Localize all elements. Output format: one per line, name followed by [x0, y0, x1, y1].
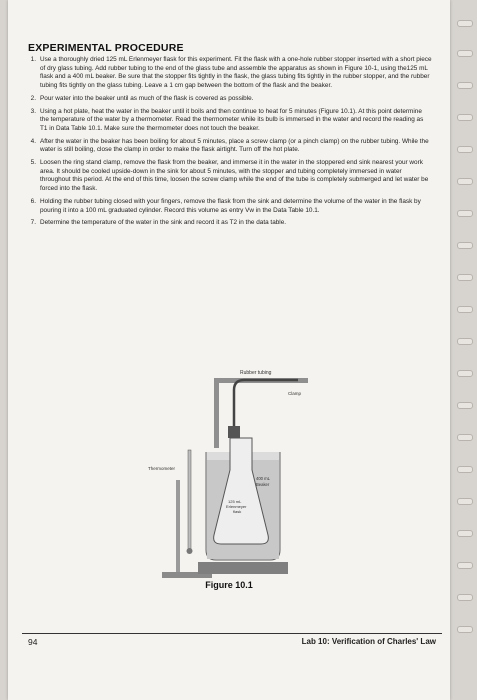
- section-heading: EXPERIMENTAL PROCEDURE: [28, 42, 184, 54]
- footer-title: Lab 10: Verification of Charles' Law: [301, 637, 436, 646]
- procedure-step: [22, 198, 432, 215]
- hot-plate-icon: [198, 562, 288, 574]
- label-flask-type: Erlenmeyer: [226, 504, 247, 509]
- textbook-page: [8, 0, 450, 700]
- step-text: After the water in the beaker has been boiling for about 5 minutes, place a screw clamp (or a pinch clamp) on the rubber tubing. While the water is still boiling, close the clamp in order to make the flask airtight. Turn off the hot plate.: [40, 137, 429, 154]
- apparatus-figure: [148, 360, 308, 590]
- label-clamp: Clamp: [288, 391, 302, 396]
- step-text: Pour water into the beaker until as much of the flask is covered as possible.: [40, 94, 254, 102]
- label-beaker-size: 400 mL: [256, 476, 270, 481]
- stopper-icon: [228, 426, 240, 438]
- step-number: 7.: [30, 219, 36, 227]
- label-rubber-tubing: Rubber tubing: [240, 370, 272, 376]
- binder-edge: [455, 10, 473, 680]
- step-number: 3.: [30, 107, 36, 115]
- procedure-step: [22, 159, 432, 194]
- thermometer-icon: [188, 450, 191, 550]
- footer-rule: [22, 633, 442, 634]
- clamp-post: [214, 378, 219, 448]
- step-number: 6.: [30, 197, 36, 205]
- step-text: Loosen the ring stand clamp, remove the flask from the beaker, and immerse it in the water in the stoppered end sink nearest your work area. It should be cooled upside-down in the sink for about 5 minutes, with the stopper and tubing completely immersed in water throughout this period. At the end of this time, loosen the screw clamp while the end of the tube is completely submerged and let water be forced into the flask.: [40, 159, 429, 193]
- step-text: Holding the rubber tubing closed with your fingers, remove the flask from the sink and determine the volume of the water in the flask by pouring it into a 100 mL graduated cylinder. Record this volume as entry Vw in the Data Table 10.1.: [40, 197, 421, 214]
- step-number: 1.: [30, 56, 36, 63]
- label-thermometer: Thermometer: [148, 466, 176, 471]
- step-number: 2.: [30, 94, 36, 102]
- procedure-step: [22, 219, 432, 228]
- label-beaker: Beaker: [256, 482, 270, 487]
- label-flask: flask: [233, 509, 242, 514]
- procedure-list: [22, 56, 432, 232]
- step-text: Using a hot plate, heat the water in the beaker until it boils and then continue to heat for 5 minutes (Figure 10.1). At this point determine the temperature of the water by a thermometer. Read the thermometer while its bulb is immersed in the water and record the reading as T1 in Data Table 10.1. Make sure the thermometer does not touch the beaker.: [40, 107, 424, 132]
- label-flask-size: 125 mL: [228, 499, 242, 504]
- figure-caption: Figure 10.1: [205, 580, 253, 590]
- page-number: 94: [28, 637, 38, 647]
- rubber-tubing-icon: [234, 380, 298, 428]
- procedure-step: [22, 108, 432, 134]
- step-text: Use a thoroughly dried 125 mL Erlenmeyer flask for this experiment. Fit the flask with a one-hole rubber stopper inserted with a short piece of dry glass tubing. Add rubber tubing to the end of the glass tube and assemble the apparatus as shown in Figure 10-1, using the125 mL flask and a 400 mL beaker. Be sure that the stopper fits tightly in the flask, the glass tubing fits tightly in the rubber stopper, and the rubber tubing fits tightly on the glass tubing. Leave a 1 cm gap between the bottom of the flask and the beaker.: [40, 56, 432, 90]
- step-number: 4.: [30, 137, 36, 145]
- procedure-step: [22, 138, 432, 155]
- step-text: Determine the temperature of the water in the sink and record it as T2 in the data table.: [40, 219, 287, 227]
- step-number: 5.: [30, 159, 36, 167]
- ring-stand-rod: [176, 480, 180, 575]
- procedure-step: [22, 56, 432, 91]
- procedure-step: [22, 95, 432, 104]
- thermometer-bulb-icon: [187, 548, 193, 554]
